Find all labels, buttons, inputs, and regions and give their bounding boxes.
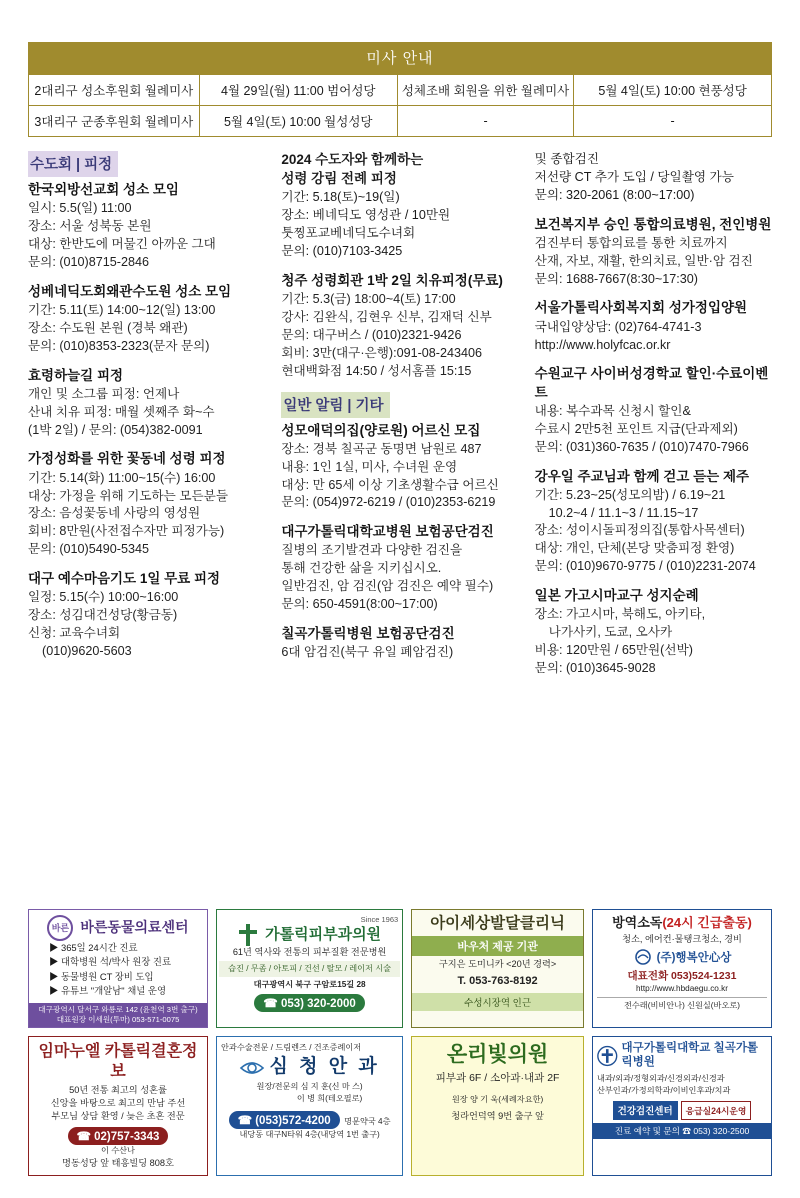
item-line: 저선량 CT 추가 도입 / 당일촬영 가능 [534,169,734,184]
item-line: 대상: 개인, 단체(본당 맞춤피정 환영) [534,541,735,556]
item-title: 수원교구 사이버성경학교 할인·수료이벤트 [534,366,769,400]
list-item [281,151,518,261]
table-cell: - [574,106,772,137]
ad-footer: 청라언덕역 9번 출구 앞 [451,1110,544,1121]
item-line: 국내입양상담: (02)764-4741-3 [534,319,702,334]
column-1 [28,151,265,689]
item-line: 기간: 5.14(화) 11:00~15(수) 16:00 [28,470,216,485]
item-line: 문의: (031)360-7635 / (010)7470-7966 [534,439,749,454]
bird-icon [633,949,653,965]
item-line: 회비: 8만원(사전접수자만 피정가능) [28,524,225,539]
item-line: 및 종합검진 [534,152,599,166]
ad-shimcheong-eye-clinic[interactable] [216,1036,403,1176]
list-item [28,570,265,661]
hospital-crest-icon [597,1044,618,1068]
ad-footer: 전수래(비비안나) 신원실(바오로) [597,997,767,1012]
ad-band[interactable]: 진료 예약 및 문의 ☎ 053) 320-2500 [593,1123,771,1139]
ad-address: 대구광역시 북구 구암로15길 28 [253,979,366,989]
item-line: 산재, 자보, 재활, 한의치료, 일반·암 검진 [534,253,753,268]
ad-text: 산부인과/가정의학과/이비인후과/치과 [596,1085,731,1095]
ad-row-bottom [28,1036,772,1176]
list-item [28,450,265,559]
ad-catholic-dermatology[interactable] [216,909,403,1029]
item-line: 대상: 한반도에 머물긴 아까운 그대 [28,236,216,251]
item-title: 강우일 주교님과 함께 걷고 듣는 제주 [534,468,750,484]
mass-guide-title: 미사 안내 [28,42,772,74]
ad-text: 신앙을 바탕으로 최고의 만남 주선 [50,1098,186,1109]
ad-text: 피부과 6F / 소아과·내과 2F [435,1071,560,1084]
item-line: 문의: (010)5490-5345 [28,542,149,557]
eye-icon [239,1057,265,1079]
ad-heading: 바른동물의료센터 [80,919,189,936]
section-heading-retreats: 수도회 | 피정 [28,151,118,177]
content-columns [28,151,772,689]
item-line: 통해 건강한 삶을 지키십시오. [281,561,442,576]
list-item [28,367,265,440]
table-cell: 2대리구 성소후원회 월례미사 [29,75,200,106]
list-item [535,216,772,289]
list-item [28,283,265,356]
table-cell: 5월 4일(토) 10:00 현풍성당 [574,75,772,106]
table-cell: - [397,106,573,137]
mass-guide-table [28,74,772,137]
ad-heading: 대구가톨릭대학교 칠곡가톨릭병원 [621,1042,759,1069]
item-title: 성베네딕도회왜관수도원 성소 모임 [28,283,232,299]
ad-bullet: ▶ 대학병원 석/박사 원장 진료 [49,956,172,968]
ad-heading: 임마누엘 카톨릭결혼정보 [38,1043,198,1080]
ad-emergency-badge: 응급실24시운영 [681,1101,752,1120]
ad-footer: 내당동 대구N타워 4층(내당역 1번 출구) [239,1129,380,1139]
ad-heading: 온리빛의원 [446,1043,549,1067]
item-line: 강사: 김완식, 김현우 신부, 김재덕 신부 [281,310,492,325]
list-item [535,151,772,205]
barun-logo-icon: 바른 [47,915,73,941]
item-line: 회비: 3만(대구·은행):091-08-243406 [281,345,483,360]
table-cell: 성체조배 회원을 위한 월례미사 [397,75,573,106]
ad-heading: 심 청 안 과 [269,1056,380,1078]
item-line: 장소: 성이시돌피정의집(통합사목센터) [534,523,745,538]
newsletter-page [0,42,800,1198]
item-line: 문의: 320-2061 (8:00~17:00) [534,187,695,202]
table-cell: 4월 29일(월) 11:00 범어성당 [199,75,397,106]
ad-bangchuk-cleaning[interactable] [592,909,772,1029]
ad-immanuel-marriage-info[interactable] [28,1036,208,1176]
ad-isesang-development-clinic[interactable] [411,909,584,1029]
ad-brand: (주)행복안心상 [656,952,732,965]
ad-heading: 방역소독(24시 긴급출동) [612,914,752,930]
item-title: 청주 성령회관 1박 2일 치유피정(무료) [281,272,503,288]
ad-since: Since 1963 [360,914,399,924]
item-line: 일시: 5.5(일) 11:00 [28,201,132,216]
item-line: 질병의 조기발견과 다양한 검진을 [281,543,463,558]
item-line: 장소: 음성꽃동네 사랑의 영성원 [28,506,201,521]
ad-phone[interactable]: 대표전화 053)524-1231 [627,970,737,983]
ad-chilgok-catholic-hospital[interactable] [592,1036,772,1176]
list-item [535,587,772,678]
item-line: 장소: 가고시마, 북해도, 아키타, [534,607,706,622]
item-line: 문의: (010)8715-2846 [28,254,149,269]
item-title: 효령하늘길 피정 [28,367,124,383]
ad-text: 부모님 상담 환영 / 늦은 초혼 전문 [51,1111,185,1122]
item-line: 기간: 5.23~25(성모의밤) / 6.19~21 [534,487,726,502]
item-line: 비용: 120만원 / 65만원(선박) [534,643,693,658]
ad-phone[interactable]: ☎ 053) 320-2000 [254,994,364,1012]
item-line: 내용: 복수과목 신청시 할인& [534,403,691,418]
ad-heading: 아이세상발달클리닉 [430,914,565,932]
item-line: 장소: 수도원 본원 (경북 왜관) [28,320,188,335]
item-line: (010)9620-5603 [42,643,132,658]
item-title: 보건복지부 승인 통합의료병원, 전인병원 [534,216,772,232]
item-title: 가정성화를 위한 꽃동네 성령 피정 [28,451,226,467]
item-line: (1박 2일) / 문의: (054)382-0091 [28,422,203,437]
ad-contact-name: 이 수산나 [101,1145,135,1155]
ad-url[interactable]: http://www.hbdaegu.co.kr [636,984,728,994]
ad-phone[interactable]: T. 053-763-8192 [457,975,538,988]
list-item [535,468,772,577]
item-line: 문의: (010)8353-2323(문자 문의) [28,338,210,353]
item-line: 수료시 2만5천 포인트 지급(단과제외) [534,421,738,436]
ad-phone-note: 명문약국 4층 [344,1116,391,1126]
ad-barun-animal-clinic[interactable] [28,909,208,1029]
column-3 [535,151,772,689]
ad-footer: 명동성당 앞 태흥빌딩 808호 [62,1157,174,1168]
item-line: 6대 암검진(북구 유일 폐암검진) [281,645,454,660]
item-line: 장소: 성김대건성당(황금동) [28,608,178,623]
list-item [281,422,518,513]
ad-top-text: 안과수술전문 / 드림렌즈 / 건조증례이저 [221,1043,362,1053]
item-line: 기간: 5.3(금) 18:00~4(토) 17:00 [281,292,456,307]
ad-row-top [28,909,772,1029]
item-line: 문의: (010)9670-9775 / (010)2231-2074 [534,559,756,574]
item-title: 성모애덕의집(양로원) 어르신 모집 [281,422,481,438]
item-line: 일반검진, 암 검진(암 검진은 예약 필수) [281,579,494,594]
cross-icon [238,924,258,946]
ad-phone[interactable]: ☎ (053)572-4200 [229,1111,340,1129]
list-item [28,181,265,272]
table-row [29,106,772,137]
item-line: 현대백화점 14:50 / 성서홈플 15:15 [281,363,472,378]
item-line: 툿찡포교베네딕도수녀회 [281,226,416,241]
item-line: 문의: 650-4591(8:00~17:00) [281,597,438,612]
item-title-line: 2024 수도자와 함께하는 [281,152,424,167]
table-cell: 5월 4일(토) 10:00 월성성당 [199,106,397,137]
ad-text: 내과/외과/정형외과/신경외과/신경과 [596,1073,725,1083]
list-item [535,365,772,456]
ad-heading: 가톨릭피부과의원 [265,925,382,943]
mass-guide-section [28,42,772,137]
table-row [29,75,772,106]
ad-band: 바우처 제공 기관 [412,936,583,956]
item-line: 산내 치유 피정: 매월 셋째주 화~수 [28,404,215,419]
ad-footer: 대구광역시 달서구 와룡로 142 (윤천역 3번 출구) 대표원장 이세원(투마) 053-571-0075 [29,1003,207,1028]
item-title: 대구 예수마음기도 1일 무료 피정 [28,571,221,586]
ad-center-badge: 건강검진센터 [613,1101,678,1120]
ad-bullet: ▶ 동물병원 CT 장비 도입 [49,970,154,982]
item-line: 문의: (010)7103-3425 [281,244,403,259]
list-item [281,272,518,381]
ad-bullet: ▶ 유튜브 "개알남" 채널 운영 [49,985,167,997]
item-line: 기간: 5.18(토)~19(일) [281,190,400,205]
ad-text: 원장/전문의 심 지 훈(신 마 스) [256,1082,363,1092]
item-title: 칠곡가톨릭병원 보험공단검진 [281,625,455,641]
ad-text: 청소, 에어컨·물탱크청소, 경비 [622,934,742,945]
item-title: 한국외방선교회 성소 모임 [28,182,179,197]
list-item [281,523,518,614]
item-line: 일정: 5.15(수) 10:00~16:00 [28,590,179,605]
advertisement-section [28,909,772,1184]
item-line: 문의: 대구버스 / (010)2321-9426 [281,327,462,342]
item-title: 서울가톨릭사회복지회 성가정입양원 [534,300,748,316]
list-item [535,299,772,354]
item-line: 장소: 베네딕도 영성관 / 10만원 [281,208,451,223]
item-line: 대상: 가정을 위해 기도하는 모든분들 [28,488,228,503]
ad-onlibit-clinic[interactable] [411,1036,584,1176]
ad-text: 50년 전통 최고의 성혼률 [69,1084,167,1095]
item-line: 문의: 1688-7667(8:30~17:30) [534,271,698,286]
ad-tags: 습진 / 무좀 / 아토피 / 건선 / 탈모 / 레이저 시술 [219,961,400,977]
item-line[interactable]: http://www.holyfcac.or.kr [534,337,671,352]
item-line: 신청: 교육수녀회 [28,625,121,640]
item-line: 문의: (054)972-6219 / (010)2353-6219 [281,495,496,510]
item-title: 일본 가고시마교구 성지순례 [534,588,699,604]
ad-text: 61년 역사와 전통의 피부질환 전문병원 [232,946,387,957]
ad-band-secondary: 수성시장역 인근 [412,993,583,1011]
item-line: 장소: 경북 칠곡군 동명면 남원로 487 [281,441,482,456]
ad-phone[interactable]: ☎ 02)757-3343 [68,1127,169,1145]
item-line: 대상: 만 65세 이상 기초생활수급 어르신 [281,477,499,492]
item-line: 내용: 1인 1실, 미사, 수녀원 운영 [281,459,458,474]
item-line: 장소: 서울 성북동 본원 [28,219,152,234]
ad-text: 이 병 희(테오필로) [296,1093,363,1103]
item-title-line: 성령 강림 전례 피정 [281,171,397,187]
item-line: 검진부터 통합의료를 통한 치료까지 [534,235,728,250]
column-2 [281,151,518,689]
ad-text: 구지은 도미니카 <20년 경력> [438,959,557,970]
section-heading-general: 일반 알림 | 기타 [281,392,389,418]
item-line: 문의: (010)3645-9028 [534,660,656,675]
item-title: 대구가톨릭대학교병원 보험공단검진 [281,524,494,540]
item-line: 나가사키, 도쿄, 오사카 [548,625,673,640]
ad-bullet: ▶ 365일 24시간 진료 [49,941,138,953]
ad-bullet-list [33,941,203,999]
list-item [281,625,518,662]
ad-doctor: 원장 양 기 욱(세례자요한) [451,1094,544,1104]
item-line: 개인 및 소그룹 피정: 언제나 [28,386,180,401]
item-line: 10.2~4 / 11.1~3 / 11.15~17 [548,505,699,520]
table-cell: 3대리구 군종후원회 월례미사 [29,106,200,137]
item-line: 기간: 5.11(토) 14:00~12(일) 13:00 [28,302,216,317]
